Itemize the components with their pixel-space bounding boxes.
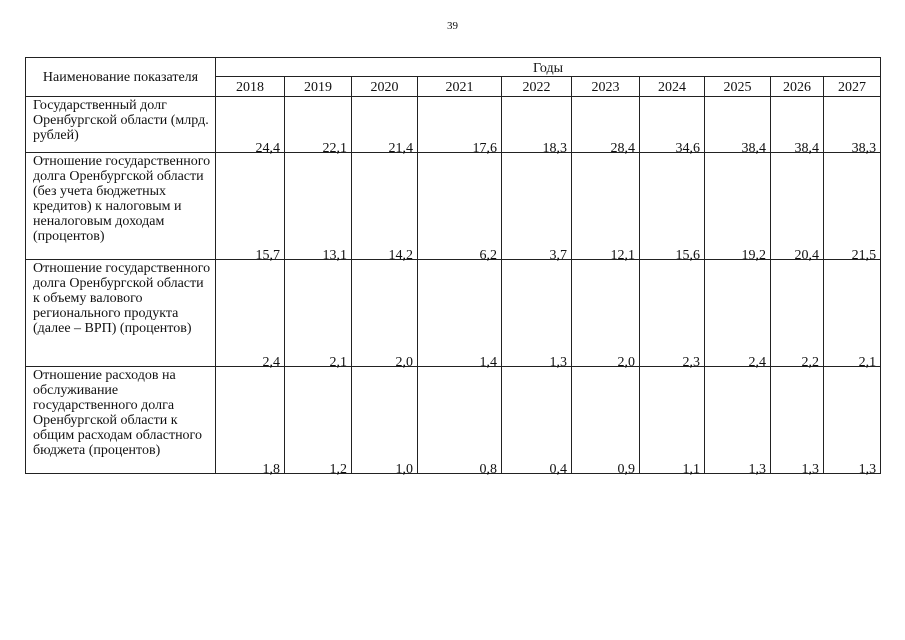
table-cell: 38,4 [705, 97, 771, 153]
table-cell: 2,0 [572, 260, 640, 367]
indicator-label: Отношение расходов на обслуживание государственного долга Оренбургской области к общим расходам областного бюджета (процентов) [26, 367, 216, 474]
table-cell: 22,1 [285, 97, 352, 153]
indicators-table [25, 57, 881, 477]
header-row [26, 58, 881, 77]
year-2025: 2025 [705, 77, 771, 97]
table-cell: 0,4 [502, 367, 572, 474]
table-cell: 2,4 [705, 260, 771, 367]
table-cell: 19,2 [705, 153, 771, 260]
table-row [26, 97, 881, 153]
table-row [26, 367, 881, 474]
table-cell: 21,4 [352, 97, 418, 153]
table-cell: 34,6 [640, 97, 705, 153]
table-cell: 21,5 [824, 153, 881, 260]
table-cell: 1,3 [502, 260, 572, 367]
header-years: Годы [216, 58, 881, 77]
table-cell: 0,8 [418, 367, 502, 474]
table-cell: 1,2 [285, 367, 352, 474]
year-2027: 2027 [824, 77, 881, 97]
table-cell: 12,1 [572, 153, 640, 260]
table-cell: 1,4 [418, 260, 502, 367]
table-cell: 2,0 [352, 260, 418, 367]
table-cell: 1,0 [352, 367, 418, 474]
table-cell: 1,3 [824, 367, 881, 474]
header-indicator-name: Наименование показателя [26, 58, 216, 97]
table-cell: 14,2 [352, 153, 418, 260]
table-cell: 24,4 [216, 97, 285, 153]
table-cell: 15,6 [640, 153, 705, 260]
table-row [26, 260, 881, 367]
year-2021: 2021 [418, 77, 502, 97]
year-2024: 2024 [640, 77, 705, 97]
table-cell: 1,3 [771, 367, 824, 474]
table-cell: 1,8 [216, 367, 285, 474]
table-row [26, 153, 881, 260]
table-cell: 13,1 [285, 153, 352, 260]
table-cell: 1,3 [705, 367, 771, 474]
table-cell: 20,4 [771, 153, 824, 260]
table-cell: 1,1 [640, 367, 705, 474]
table-cell: 2,4 [216, 260, 285, 367]
year-2026: 2026 [771, 77, 824, 97]
page-number: 39 [447, 20, 458, 32]
indicator-label: Отношение государственного долга Оренбургской области к объему валового регионального продукта (далее – ВРП) (процентов) [26, 260, 216, 367]
year-2023: 2023 [572, 77, 640, 97]
year-2018: 2018 [216, 77, 285, 97]
table-cell: 28,4 [572, 97, 640, 153]
table-cell: 2,2 [771, 260, 824, 367]
year-2019: 2019 [285, 77, 352, 97]
table-cell: 18,3 [502, 97, 572, 153]
indicator-label: Государственный долг Оренбургской области (млрд. рублей) [26, 97, 216, 153]
indicator-label: Отношение государственного долга Оренбургской области (без учета бюджетных кредитов) к налоговым и неналоговым доходам (процентов) [26, 153, 216, 260]
table-cell: 3,7 [502, 153, 572, 260]
table-cell: 2,1 [824, 260, 881, 367]
table-cell: 0,9 [572, 367, 640, 474]
table-cell: 6,2 [418, 153, 502, 260]
table-cell: 38,4 [771, 97, 824, 153]
table-cell: 38,3 [824, 97, 881, 153]
year-2020: 2020 [352, 77, 418, 97]
table-cell: 2,1 [285, 260, 352, 367]
year-2022: 2022 [502, 77, 572, 97]
table-cell: 15,7 [216, 153, 285, 260]
table-cell: 17,6 [418, 97, 502, 153]
table-cell: 2,3 [640, 260, 705, 367]
